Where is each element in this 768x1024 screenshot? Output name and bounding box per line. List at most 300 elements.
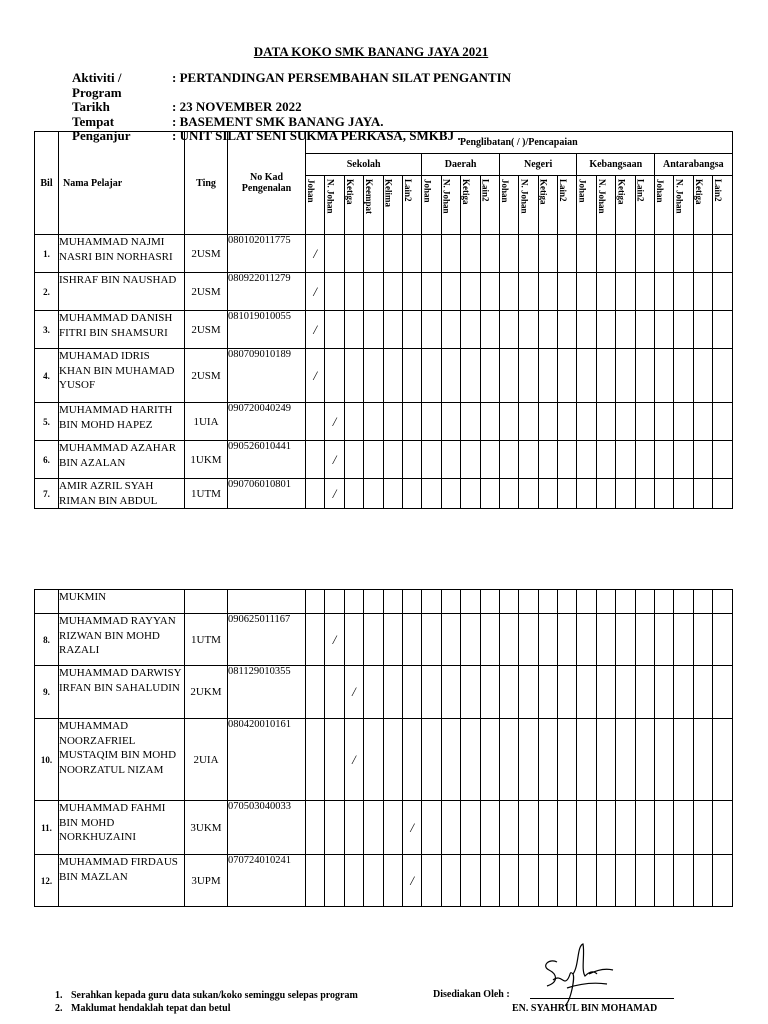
row-nokad: 081129010355 <box>228 666 306 719</box>
row-mark-cell <box>616 719 635 801</box>
row-ting: 1UTM <box>185 614 228 666</box>
row-mark-cell <box>577 403 596 441</box>
row-nama: MUHAMMAD DARWISY IRFAN BIN SAHALUDIN <box>59 666 185 719</box>
row-mark-cell <box>655 349 674 403</box>
row-mark-cell <box>635 590 654 614</box>
row-mark-cell <box>383 403 402 441</box>
row-bil: 3. <box>35 311 59 349</box>
row-mark-cell <box>577 855 596 907</box>
header-sub-negeri <box>499 176 518 235</box>
row-mark-cell <box>441 349 460 403</box>
row-mark-cell <box>519 590 538 614</box>
row-mark-cell <box>674 273 693 311</box>
row-mark-cell <box>674 590 693 614</box>
row-ting: 1UKM <box>185 441 228 479</box>
row-mark-cell <box>480 349 499 403</box>
row-mark-cell <box>596 614 615 666</box>
header-sub-label: Johan <box>422 179 433 203</box>
header-sub-sekolah <box>383 176 402 235</box>
row-mark-cell <box>655 311 674 349</box>
table-row <box>35 235 733 273</box>
row-mark-cell <box>538 273 557 311</box>
row-mark-cell <box>402 273 421 311</box>
row-mark-cell <box>616 666 635 719</box>
header-sub-label: Johan <box>499 179 510 203</box>
row-mark-cell <box>306 403 325 441</box>
row-mark-cell: / <box>306 235 325 273</box>
row-mark-cell <box>364 479 383 509</box>
row-mark-cell <box>558 311 577 349</box>
row-mark-cell <box>519 403 538 441</box>
header-sub-sekolah <box>306 176 325 235</box>
row-ting: 2UKM <box>185 666 228 719</box>
row-mark-cell <box>344 479 363 509</box>
row-mark-cell <box>461 273 480 311</box>
row-nokad: 080709010189 <box>228 349 306 403</box>
row-mark-cell <box>461 801 480 855</box>
row-mark-cell <box>713 719 732 801</box>
row-mark-cell <box>616 349 635 403</box>
row-mark-cell <box>402 719 421 801</box>
row-bil: 9. <box>35 666 59 719</box>
row-mark-cell <box>558 273 577 311</box>
row-mark-cell: / <box>306 273 325 311</box>
row-mark-cell <box>616 235 635 273</box>
row-mark-cell <box>519 614 538 666</box>
row-mark-cell <box>596 479 615 509</box>
row-mark-cell <box>344 349 363 403</box>
row-mark-cell <box>422 666 441 719</box>
row-mark-cell <box>713 801 732 855</box>
row-mark-cell <box>538 311 557 349</box>
header-nokad: No Kad Pengenalan <box>228 132 306 235</box>
row-mark-cell <box>499 855 518 907</box>
row-nama: MUHAMMAD HARITH BIN MOHD HAPEZ <box>59 403 185 441</box>
row-mark-cell <box>616 311 635 349</box>
header-group-daerah: Daerah <box>422 154 500 176</box>
row-mark-cell <box>344 614 363 666</box>
row-mark-cell <box>713 614 732 666</box>
row-bil: 6. <box>35 441 59 479</box>
row-mark-cell <box>538 590 557 614</box>
table-row <box>35 801 733 855</box>
row-nama: MUHAMMAD NAJMI NASRI BIN NORHASRI <box>59 235 185 273</box>
row-mark-cell <box>596 349 615 403</box>
signature <box>527 940 622 1010</box>
row-ting: 3UPM <box>185 855 228 907</box>
row-mark-cell <box>577 590 596 614</box>
row-mark-cell: / <box>344 666 363 719</box>
row-mark-cell <box>364 590 383 614</box>
row-mark-cell <box>635 479 654 509</box>
row-mark-cell: / <box>306 349 325 403</box>
row-mark-cell <box>693 590 712 614</box>
row-mark-cell <box>461 235 480 273</box>
row-mark-cell <box>596 235 615 273</box>
row-nama: MUHAMMAD AZAHAR BIN AZALAN <box>59 441 185 479</box>
header-sub-label: N. Johan <box>325 179 336 214</box>
row-mark-cell <box>538 235 557 273</box>
table-row <box>35 590 733 614</box>
row-mark-cell <box>480 590 499 614</box>
row-mark-cell <box>441 719 460 801</box>
row-mark-cell <box>422 801 441 855</box>
header-sub-antarabangsa <box>655 176 674 235</box>
row-bil: 2. <box>35 273 59 311</box>
row-mark-cell <box>635 614 654 666</box>
row-mark-cell <box>364 855 383 907</box>
row-mark-cell <box>674 855 693 907</box>
header-sub-negeri <box>538 176 557 235</box>
header-group-negeri: Negeri <box>499 154 577 176</box>
row-mark-cell: / <box>325 441 344 479</box>
header-sub-sekolah <box>364 176 383 235</box>
header-group-kebangsaan: Kebangsaan <box>577 154 655 176</box>
row-mark-cell <box>693 801 712 855</box>
table-row <box>35 666 733 719</box>
row-mark-cell <box>364 235 383 273</box>
row-ting: 1UTM <box>185 479 228 509</box>
row-mark-cell <box>499 801 518 855</box>
row-mark-cell <box>306 801 325 855</box>
note-number: 1. <box>55 990 63 1001</box>
row-mark-cell <box>519 349 538 403</box>
row-mark-cell <box>441 235 460 273</box>
row-ting: 3UKM <box>185 801 228 855</box>
row-mark-cell <box>325 235 344 273</box>
row-mark-cell <box>635 349 654 403</box>
row-mark-cell <box>402 590 421 614</box>
row-mark-cell <box>441 441 460 479</box>
row-mark-cell <box>596 666 615 719</box>
row-mark-cell <box>693 855 712 907</box>
row-nokad: 090526010441 <box>228 441 306 479</box>
row-mark-cell <box>344 590 363 614</box>
row-mark-cell <box>674 441 693 479</box>
row-mark-cell <box>674 311 693 349</box>
table-row <box>35 855 733 907</box>
row-mark-cell <box>364 666 383 719</box>
header-sub-sekolah <box>325 176 344 235</box>
row-mark-cell <box>519 235 538 273</box>
row-mark-cell <box>383 349 402 403</box>
row-mark-cell <box>693 614 712 666</box>
row-mark-cell <box>480 311 499 349</box>
meta-value: : PERTANDINGAN PERSEMBAHAN SILAT PENGANTIN <box>172 70 512 85</box>
row-mark-cell <box>538 403 557 441</box>
row-mark-cell <box>402 614 421 666</box>
row-mark-cell <box>577 479 596 509</box>
row-mark-cell <box>558 349 577 403</box>
row-mark-cell <box>538 801 557 855</box>
row-bil <box>35 590 59 614</box>
row-mark-cell <box>713 403 732 441</box>
row-mark-cell <box>596 311 615 349</box>
row-mark-cell <box>306 855 325 907</box>
row-mark-cell <box>461 719 480 801</box>
row-mark-cell <box>383 614 402 666</box>
row-nokad: 080420010161 <box>228 719 306 801</box>
row-mark-cell <box>635 273 654 311</box>
row-mark-cell <box>655 479 674 509</box>
row-mark-cell <box>441 403 460 441</box>
row-mark-cell <box>344 855 363 907</box>
header-sub-kebangsaan <box>596 176 615 235</box>
header-penglibatan: Penglibatan( / )/Pencapaian <box>306 132 733 154</box>
row-mark-cell <box>325 719 344 801</box>
header-sub-antarabangsa <box>713 176 732 235</box>
meta-label: Tarikh <box>72 99 110 114</box>
row-nama: MUHAMAD IDRIS KHAN BIN MUHAMAD YUSOF <box>59 349 185 403</box>
row-mark-cell <box>655 855 674 907</box>
row-mark-cell <box>306 719 325 801</box>
row-mark-cell <box>325 666 344 719</box>
row-mark-cell <box>499 349 518 403</box>
header-sub-kebangsaan <box>635 176 654 235</box>
row-mark-cell <box>364 719 383 801</box>
row-mark-cell <box>655 273 674 311</box>
row-nokad: 090720040249 <box>228 403 306 441</box>
row-mark-cell <box>383 235 402 273</box>
row-nokad: 070503040033 <box>228 801 306 855</box>
row-mark-cell <box>519 855 538 907</box>
row-mark-cell <box>461 441 480 479</box>
row-mark-cell <box>596 273 615 311</box>
row-mark-cell <box>499 235 518 273</box>
row-mark-cell <box>441 311 460 349</box>
meta-row-date <box>72 100 511 115</box>
row-mark-cell <box>635 801 654 855</box>
row-bil: 7. <box>35 479 59 509</box>
row-mark-cell <box>538 479 557 509</box>
row-mark-cell <box>519 273 538 311</box>
meta-value: : UNIT SILAT SENI SUKMA PERKASA, SMKBJ . <box>172 128 461 143</box>
row-mark-cell <box>383 719 402 801</box>
row-bil: 1. <box>35 235 59 273</box>
header-sub-daerah <box>461 176 480 235</box>
row-mark-cell <box>306 479 325 509</box>
row-mark-cell <box>461 403 480 441</box>
row-mark-cell <box>344 311 363 349</box>
row-nokad: 090625011167 <box>228 614 306 666</box>
note-text: Maklumat hendaklah tepat dan betul <box>71 1003 231 1014</box>
row-mark-cell <box>635 403 654 441</box>
row-mark-cell <box>499 273 518 311</box>
row-mark-cell: / <box>402 801 421 855</box>
row-mark-cell <box>693 441 712 479</box>
header-sub-label: Ketiga <box>461 179 472 205</box>
row-mark-cell <box>674 235 693 273</box>
row-mark-cell <box>344 273 363 311</box>
header-sub-kebangsaan <box>577 176 596 235</box>
row-mark-cell <box>461 349 480 403</box>
header-bil: Bil <box>35 132 59 235</box>
row-mark-cell <box>713 311 732 349</box>
row-mark-cell <box>596 403 615 441</box>
header-sub-label: N. Johan <box>519 179 530 214</box>
row-mark-cell <box>306 441 325 479</box>
row-ting: 2UIA <box>185 719 228 801</box>
row-mark-cell <box>577 349 596 403</box>
meta-row-activity <box>72 71 511 100</box>
header-sub-label: Johan <box>655 179 666 203</box>
row-nama: MUHAMMAD NOORZAFRIEL MUSTAQIM BIN MOHD NOORZATUL NIZAM <box>59 719 185 801</box>
row-mark-cell <box>441 666 460 719</box>
meta-row-venue <box>72 115 511 130</box>
row-mark-cell <box>713 441 732 479</box>
header-sub-negeri <box>558 176 577 235</box>
row-mark-cell <box>461 614 480 666</box>
row-mark-cell <box>364 273 383 311</box>
row-nokad: 090706010801 <box>228 479 306 509</box>
row-mark-cell: / <box>325 614 344 666</box>
header-sub-label: N. Johan <box>596 179 607 214</box>
header-sub-daerah <box>422 176 441 235</box>
row-mark-cell <box>519 311 538 349</box>
header-sub-negeri <box>519 176 538 235</box>
header-sub-label: Lain2 <box>713 179 724 202</box>
row-mark-cell <box>325 311 344 349</box>
row-ting: 2USM <box>185 235 228 273</box>
header-sub-label: Ketiga <box>538 179 549 205</box>
header-nama: Nama Pelajar <box>59 132 185 235</box>
meta-value: : 23 NOVEMBER 2022 <box>172 99 302 114</box>
row-mark-cell <box>538 666 557 719</box>
participation-table-page1 <box>34 128 733 509</box>
header-sub-sekolah <box>402 176 421 235</box>
row-mark-cell <box>616 441 635 479</box>
row-mark-cell: / <box>325 479 344 509</box>
document-title: DATA KOKO SMK BANANG JAYA 2021 <box>253 44 489 59</box>
row-mark-cell <box>499 666 518 719</box>
row-mark-cell <box>499 590 518 614</box>
row-mark-cell <box>674 614 693 666</box>
row-mark-cell <box>344 235 363 273</box>
row-nama: AMIR AZRIL SYAH RIMAN BIN ABDUL <box>59 479 185 509</box>
row-mark-cell <box>422 235 441 273</box>
row-mark-cell <box>383 855 402 907</box>
row-mark-cell <box>558 479 577 509</box>
row-mark-cell <box>616 801 635 855</box>
row-mark-cell <box>655 441 674 479</box>
row-mark-cell <box>674 479 693 509</box>
row-mark-cell <box>674 801 693 855</box>
row-mark-cell <box>713 666 732 719</box>
row-mark-cell <box>422 614 441 666</box>
row-mark-cell <box>655 614 674 666</box>
row-mark-cell <box>499 403 518 441</box>
header-sub-sekolah <box>344 176 363 235</box>
row-bil: 8. <box>35 614 59 666</box>
row-mark-cell <box>558 801 577 855</box>
row-mark-cell <box>422 719 441 801</box>
row-mark-cell <box>422 311 441 349</box>
row-mark-cell <box>558 855 577 907</box>
row-mark-cell <box>558 614 577 666</box>
row-mark-cell <box>306 590 325 614</box>
row-mark-cell <box>480 235 499 273</box>
header-sub-antarabangsa <box>674 176 693 235</box>
row-mark-cell <box>383 441 402 479</box>
row-mark-cell <box>383 311 402 349</box>
row-mark-cell <box>441 590 460 614</box>
row-bil: 4. <box>35 349 59 403</box>
header-sub-label: Kelima <box>383 179 394 207</box>
row-mark-cell <box>480 273 499 311</box>
row-mark-cell <box>635 441 654 479</box>
table-row <box>35 311 733 349</box>
row-bil: 11. <box>35 801 59 855</box>
row-mark-cell <box>577 311 596 349</box>
row-mark-cell <box>674 719 693 801</box>
note-number: 2. <box>55 1003 63 1014</box>
header-sub-kebangsaan <box>616 176 635 235</box>
header-sub-label: Lain2 <box>635 179 646 202</box>
table-row <box>35 349 733 403</box>
row-mark-cell <box>441 855 460 907</box>
header-sub-label: Ketiga <box>344 179 355 205</box>
row-mark-cell <box>499 311 518 349</box>
row-mark-cell <box>480 666 499 719</box>
row-mark-cell <box>538 855 557 907</box>
header-sub-label: Ketiga <box>616 179 627 205</box>
row-mark-cell <box>441 801 460 855</box>
row-mark-cell: / <box>306 311 325 349</box>
row-mark-cell: / <box>402 855 421 907</box>
row-mark-cell <box>577 441 596 479</box>
row-mark-cell <box>306 614 325 666</box>
row-mark-cell <box>364 801 383 855</box>
row-mark-cell <box>693 719 712 801</box>
prepared-by-label: Disediakan Oleh : <box>433 989 510 1000</box>
row-mark-cell <box>441 273 460 311</box>
table-row <box>35 441 733 479</box>
row-mark-cell <box>577 801 596 855</box>
row-mark-cell <box>616 590 635 614</box>
header-ting: Ting <box>185 132 228 235</box>
row-mark-cell <box>713 235 732 273</box>
header-sub-label: Lain2 <box>402 179 413 202</box>
row-mark-cell <box>558 441 577 479</box>
row-mark-cell <box>635 719 654 801</box>
row-mark-cell <box>577 273 596 311</box>
header-sub-label: Ketiga <box>693 179 704 205</box>
header-sub-label: N. Johan <box>674 179 685 214</box>
row-mark-cell <box>693 349 712 403</box>
header-sub-antarabangsa <box>693 176 712 235</box>
row-mark-cell <box>461 590 480 614</box>
row-mark-cell <box>461 311 480 349</box>
row-mark-cell <box>558 719 577 801</box>
row-mark-cell <box>616 855 635 907</box>
row-mark-cell <box>364 441 383 479</box>
row-nokad: 080922011279 <box>228 273 306 311</box>
row-mark-cell <box>344 403 363 441</box>
row-mark-cell <box>461 855 480 907</box>
row-bil: 5. <box>35 403 59 441</box>
header-row-1 <box>35 132 733 154</box>
row-mark-cell <box>461 666 480 719</box>
row-mark-cell <box>596 441 615 479</box>
meta-label: Aktiviti / Program <box>72 70 122 100</box>
row-mark-cell <box>499 614 518 666</box>
row-mark-cell: / <box>344 719 363 801</box>
row-nama: MUHAMMAD FAHMI BIN MOHD NORKHUZAINI <box>59 801 185 855</box>
row-mark-cell <box>422 273 441 311</box>
row-mark-cell <box>480 479 499 509</box>
row-mark-cell <box>577 666 596 719</box>
table-row <box>35 719 733 801</box>
